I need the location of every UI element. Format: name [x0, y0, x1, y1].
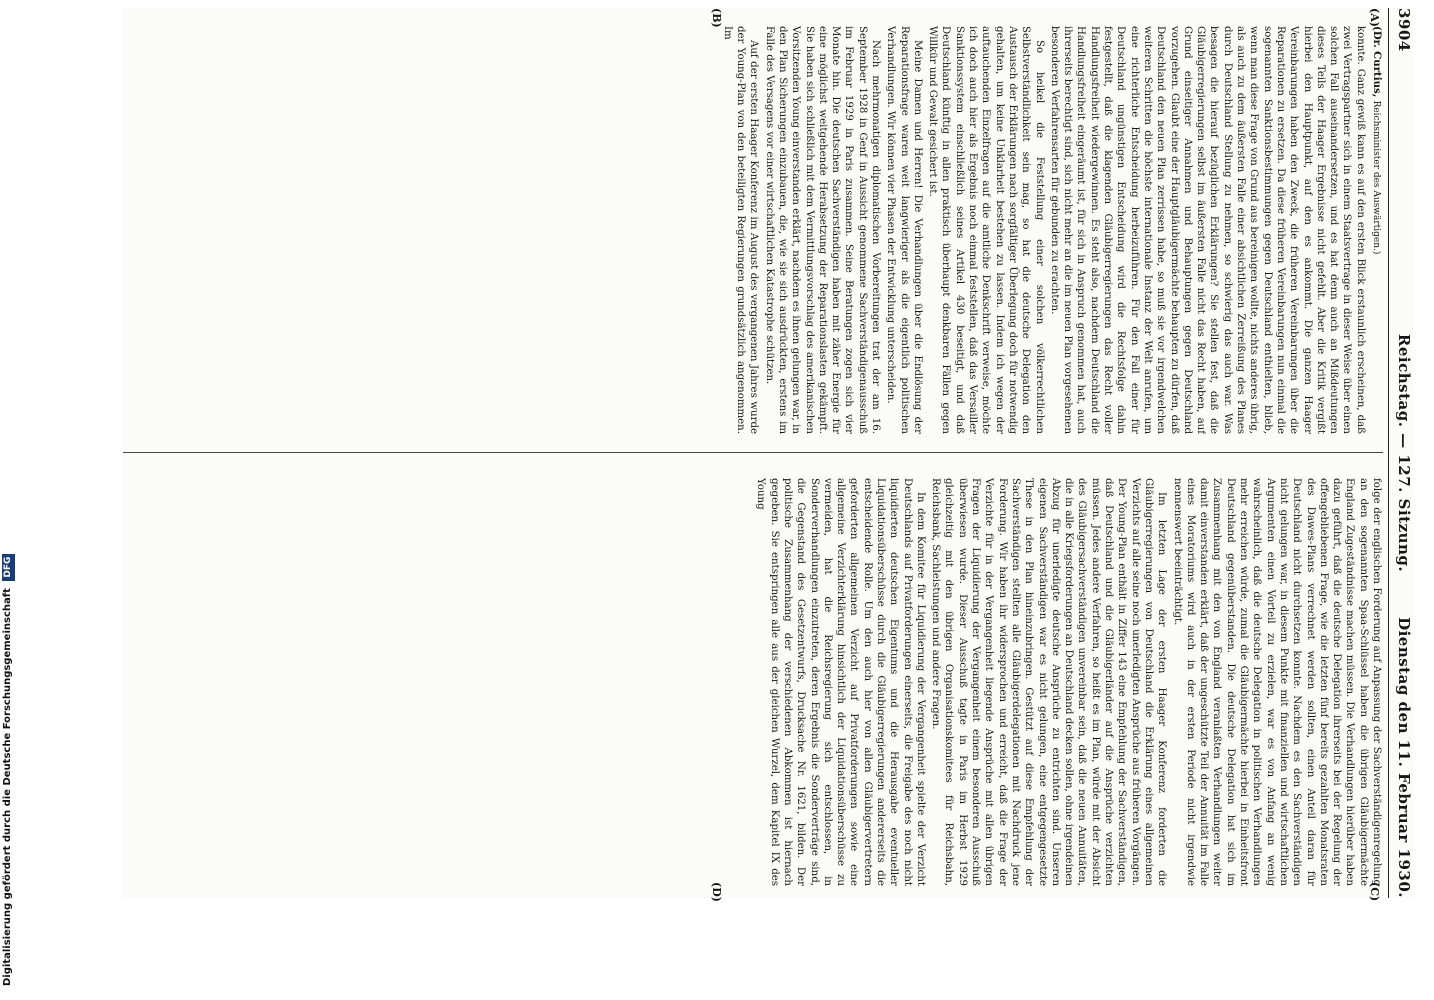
- margin-marker-b: (B): [710, 8, 723, 28]
- header-rule: [1388, 8, 1389, 898]
- column-divider: [123, 452, 1383, 453]
- page-number: 3904: [1395, 8, 1413, 52]
- margin-marker-c: (C): [1368, 882, 1381, 902]
- margin-marker-d: (D): [710, 882, 723, 902]
- speaker-line: [1369, 26, 1383, 434]
- left-column: [123, 26, 1383, 434]
- paragraph: Auf der ersten Haager Konferenz im August des vergangenen Jahres wurde der Young-Plan von den beteiligten Regierungen grundsätzlich angenommen. Im: [721, 26, 760, 434]
- paragraph: In dem Komitee für Liquidierung der Vergangenheit spielte der Verzicht Deutschlands auf Privatforderungen einerseits, die Freigabe des noch nicht liquidierten deutschen Eigentums und die Herausgabe eventueller Liquidationsüberschüsse durch die Gläubigerregierungen andererseits die entscheidende Rolle. Um den auch hier von allen Gläubigervertretern geforderten allgemeinen Verzicht auf Privatforderungen sowie eine allgemeine Verzichterklärung hinsichtlich der Liquidationsüberschüsse zu vermeiden, hat die Reichsregierung sich entschlossen, in Sonderverhandlungen einzutreten, deren Ergebnis die Sonderverträge sind, die Gegenstand des Gesetzentwurfs, Drucksache Nr. 1621, bilden. Der politische Zusammenhang der verschiedenen Abkommen ist hiernach gegeben. Sie entspringen alle aus der gleichen Wurzel, dem Kapitel IX des Young: [755, 478, 926, 886]
- speaker-name: (Dr. Curtius,: [1371, 26, 1383, 98]
- header-date: Dienstag den 11. Februar 1930.: [1395, 617, 1413, 898]
- digitization-credit: [2, 554, 15, 986]
- credit-text: Digitalisierung gefördert durch die Deutsche Forschungsgemeinschaft: [2, 588, 13, 986]
- paragraph: Im letzten Lage der ersten Haager Konferenz forderten die Gläubigerregierungen von Deutschland die Erklärung eines allgemeinen Verzichts auf alle seine noch unerledigten Ansprüche aus früheren Vorgängen. Der Young-Plan enthält in Ziffer 143 eine Empfehlung der Sachverständigen, daß Deutschland und die Gläubigerländer auf die Ansprüche verzichten müssen. Jedes andere Verfahren, so heißt es im Plan, würde mit der Absicht des Gläubigersachverständigen unvereinbar sein, daß die neuen Annuitäten, die in alle Kriegsforderungen an Deutschland decken sollen, ohne irgendeinen Abzug für unerledigte deutsche Ansprüche zu entrichten sind. Unseren eigenen Sachverständigen war es nicht gelungen, eine entgegengesetzte These in den Plan hineinzubringen. Gestützt auf diese Empfehlung der Sachverständigen stellten alle Gläubigerdelegationen mit Nachdruck jene Forderung. Wir haben ihr widersprochen und erreicht, daß die Frage der Verzichte für in der Vergangenheit liegende Ansprüche mit allen übrigen Fragen der Liquidierung der Vergangenheit einem besonderen Ausschuß überwiesen wurde. Dieser Ausschuß tagte in Paris im Herbst 1929 gleichzeitig mit den übrigen Organisationskomitees für Reichsbahn, Reichsbank, Sachleistungen und andere Fragen.: [930, 478, 1168, 886]
- paragraph: Nach mehrmonatigen diplomatischen Vorbereitungen trat der am 16. September 1928 in Genf in Aussicht genommene Sachverständigenausschuß im Februar 1929 in Paris zusammen. Seine Beratungen zogen sich vier Monate hin. Die deutschen Sachverständigen haben mit zäher Energie für eine möglichst weitgehende Herabsetzung der Reparationslasten gekämpft. Sie haben sich schließlich mit dem Vermittlungsvorschlag des amerikanischen Vorsitzenden Young einverstanden erklärt, nachdem es ihnen gelungen war, in den Plan Sicherungen einzubauen, die, wie sie sich ausdrückten, erstens im Falle des Versagens vor einer wirtschaftlichen Katastrophe schützen.: [763, 26, 882, 434]
- paragraph: So heikel die Feststellung einer solchen völkerrechtlichen Selbstverständlichkeit sein mag, so hat die deutsche Delegation den Austausch der Erklärungen nach sorgfältiger Überlegung doch für notwendig gehalten, um keine Unklarheit bestehen zu lassen. Indem ich wegen der auftauchenden Einzelfragen auf die amtliche Denkschrift verweise, möchte ich doch auch hier als Ergebnis noch einmal feststellen, daß das Versailler Sanktionssystem einschließlich seines Artikel 430 beseitigt, und daß Deutschland künftig in allen praktisch überhaupt denkbaren Fällen gegen Willkür und Gewalt gesichert ist.: [927, 26, 1045, 434]
- margin-marker-a: (A): [1368, 8, 1381, 27]
- scanned-page: [123, 8, 1413, 902]
- header-title: Reichstag. — 127. Sitzung.: [1395, 333, 1413, 573]
- digitization-credit-strip: [0, 0, 20, 1000]
- paragraph: Meine Damen und Herren! Die Verhandlungen über die Endlösung der Reparationsfrage waren weit langwieriger als die eigentlich politischen Verhandlungen. Wir können vier Phasen der Entwicklung unterscheiden.: [885, 26, 923, 434]
- paragraph: folge der englischen Forderung auf Anpassung der Sachverständigenregelung an den sogenannten Spaa-Schlüssel haben die übrigen Gläubigermächte England Zugeständnisse machen müssen. Die Verhandlungen hierüber haben dazu geführt, daß die deutsche Delegation ihrerseits bei der Regelung der offengebliebenen Frage, wie die letzten fünf bereits gezahlten Monatsraten des Dawes-Plans verrechnet werden sollten, einen Anteil daran für Deutschland nicht durchsetzen konnte. Nachdem es den Sachverständigen nicht gelungen war, in diesem Punkte mit finanziellen und wirtschaftlichen Argumenten einen Vorteil zu erzielen, war es von Anfang an wenig wahrscheinlich, daß die deutsche Delegation in politischen Verhandlungen mehr erreichen würde, zumal die Gläubigermächte hierbei in Einheitsfront Deutschland gegenüberstanden. Die deutsche Delegation hat sich im Zusammenhang mit den von England veranlaßten Verhandlungen weiter damit einverstanden erklärt, daß der ungeschützte Teil der Annuität im Falle eines Moratoriums wird auch in der ersten Periode nicht irgendwie nennenswert beeinträchtigt.: [1171, 478, 1382, 886]
- speaker-role: Reichsminister des Auswärtigen.): [1371, 100, 1381, 255]
- paragraph: konnte. Ganz gewiß kann es auf den ersten Blick erstaunlich erscheinen, daß zwei Vertragspartner sich in einem Staatsvertrage in dieser Weise über einen solchen Fall auseinandersetzen, und es hat denn auch an Mißdeutungen dieses Teils der Haager Ergebnisse nicht gefehlt. Aber die Kritik vergißt hierbei den Hauptpunkt, auf den es ankommt. Die ganzen Haager Vereinbarungen haben den Zweck, die früheren Vereinbarungen über die Reparationen zu ersetzen. Da diese früheren Vereinbarungen nun einmal die sogenannten Sanktionsbestimmungen gegen Deutschland enthielten, blieb, wenn man diese Frage von Grund aus bereinigen wollte, nichts anderes übrig, als auch zu dem äußersten Falle einer absichtlichen Zerreißung des Planes durch Deutschland Stellung zu nehmen, so schwierig das auch war. Was besagen die hierauf bezüglichen Erklärungen? Sie stellen fest, daß die Gläubigerregierungen selbst im äußersten Falle nicht das Recht haben, auf Grund einseitiger Annahmen und Behauptungen gegen Deutschland vorzugehen. Glaubt eine der Hauptgläubigermächte behaupten zu dürfen, daß Deutschland den neuen Plan zerrissen habe, so muß sie vor irgendwelchen weiteren Schritten die höchste internationale Instanz der Welt anrufen, um eine richterliche Entscheidung herbeizuführen. Für den Fall einer für Deutschland ungünstigen Entscheidung wird die Rechtsfolge dahin festgestellt, daß die klagenden Gläubigerregierungen das Recht voller Handlungsfreiheit wiedergewinnen. Es steht also, nachdem Deutschland die Handlungsfreiheit eingeräumt ist, für sich in Anspruch genommen hat, auch ihrerseits berechtigt sind, sich nicht mehr an die im neuen Plan vorgesehenen besonderen Verfahrensarten für gebunden zu erachten.: [1048, 26, 1366, 434]
- page-header: [1387, 8, 1413, 898]
- dfg-logo: DFG: [2, 554, 15, 581]
- right-column: [123, 478, 1383, 886]
